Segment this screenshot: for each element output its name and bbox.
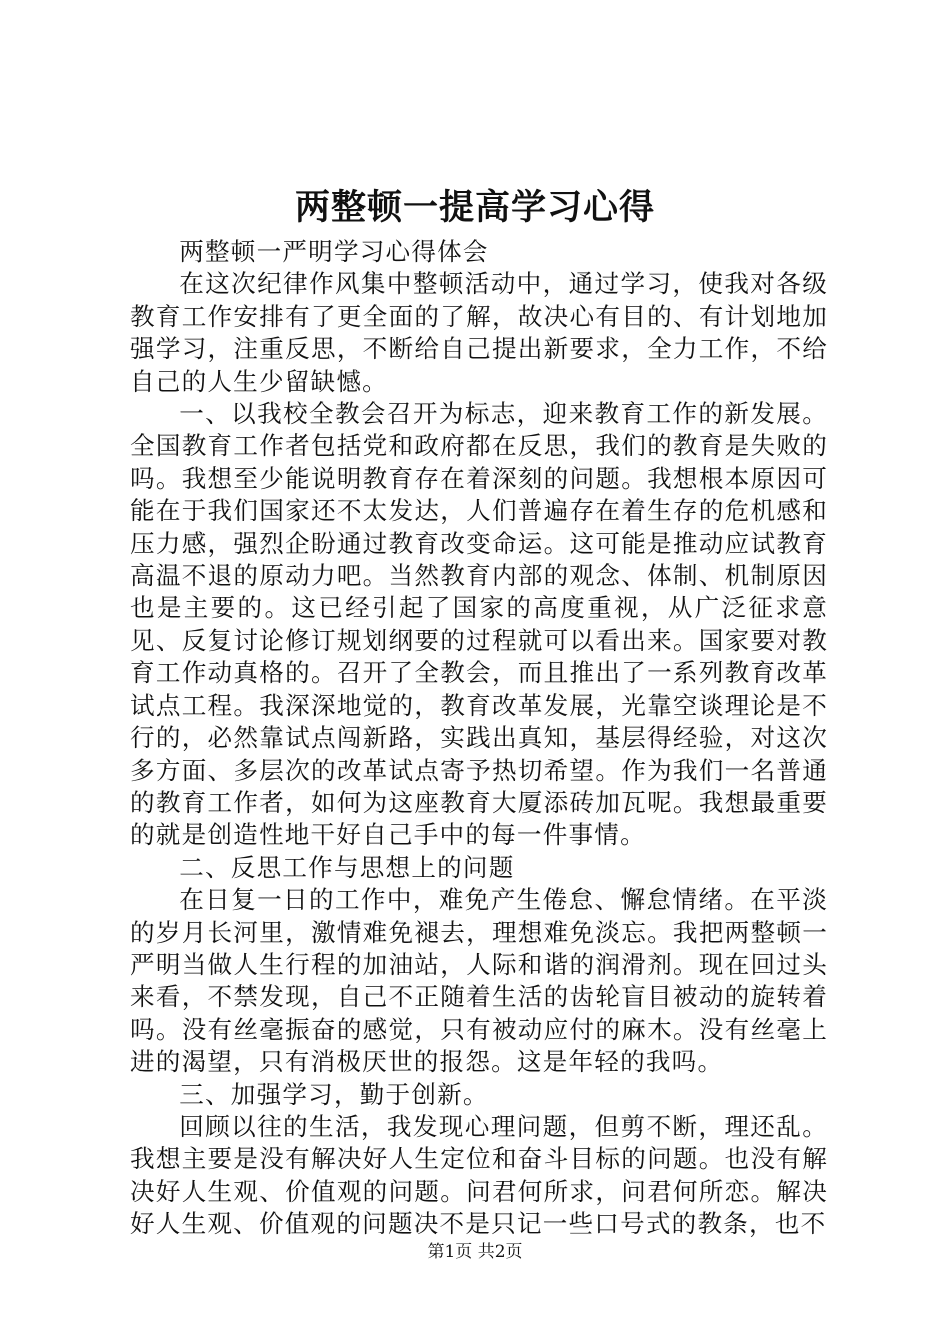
page-footer: 第1页 共2页 bbox=[427, 1242, 523, 1262]
section-heading: 二、反思工作与思想上的问题 bbox=[179, 852, 515, 882]
body-paragraph: 在这次纪律作风集中整顿活动中，通过学习，使我对各级教育工作安排有了更全面的了解，故决心有目的、有计划地加强学习，注重反思，不断给自己提出新要求，全力工作，不给自己的人生少留缺憾。 bbox=[130, 269, 828, 396]
document-title: 两整顿一提高学习心得 bbox=[294, 187, 655, 228]
section-heading: 三、加强学习，勤于创新。 bbox=[179, 1079, 489, 1109]
body-paragraph: 在日复一日的工作中，难免产生倦怠、懈怠情绪。在平淡的岁月长河里，激情难免褪去，理想难免淡忘。我把两整顿一严明当做人生行程的加油站，人际和谐的润滑剂。现在回过头来看，不禁发现，自己不正随着生活的齿轮盲目被动的旋转着吗。没有丝毫振奋的感觉，只有被动应付的麻木。没有丝毫上进的渴望，只有消极厌世的报怨。这是年轻的我吗。 bbox=[130, 885, 828, 1077]
body-paragraph: 回顾以往的生活，我发现心理问题，但剪不断，理还乱。我想主要是没有解决好人生定位和奋斗目标的问题。也没有解决好人生观、价值观的问题。问君何所求，问君何所恋。解决好人生观、价值观的问题决不是只记一些口号式的教条，也不 bbox=[130, 1111, 828, 1239]
document-body bbox=[130, 236, 828, 1241]
document-subtitle: 两整顿一严明学习心得体会 bbox=[179, 237, 489, 266]
body-paragraph: 一、以我校全教会召开为标志，迎来教育工作的新发展。全国教育工作者包括党和政府都在反思，我们的教育是失败的吗。我想至少能说明教育存在着深刻的问题。我想根本原因可能在于我们国家还不太发达，人们普遍存在着生存的危机感和压力感，强烈企盼通过教育改变命运。这可能是推动应试教育高温不退的原动力吧。当然教育内部的观念、体制、机制原因也是主要的。这已经引起了国家的高度重视，从广泛征求意见、反复讨论修订规划纲要的过程就可以看出来。国家要对教育工作动真格的。召开了全教会，而且推出了一系列教育改革试点工程。我深深地觉的，教育改革发展，光靠空谈理论是不行的，必然靠试点闯新路，实践出真知，基层得经验，对这次多方面、多层次的改革试点寄予热切希望。作为我们一名普通的教育工作者，如何为这座教育大厦添砖加瓦呢。我想最重要的就是创造性地干好自己手中的每一件事情。 bbox=[130, 399, 828, 850]
